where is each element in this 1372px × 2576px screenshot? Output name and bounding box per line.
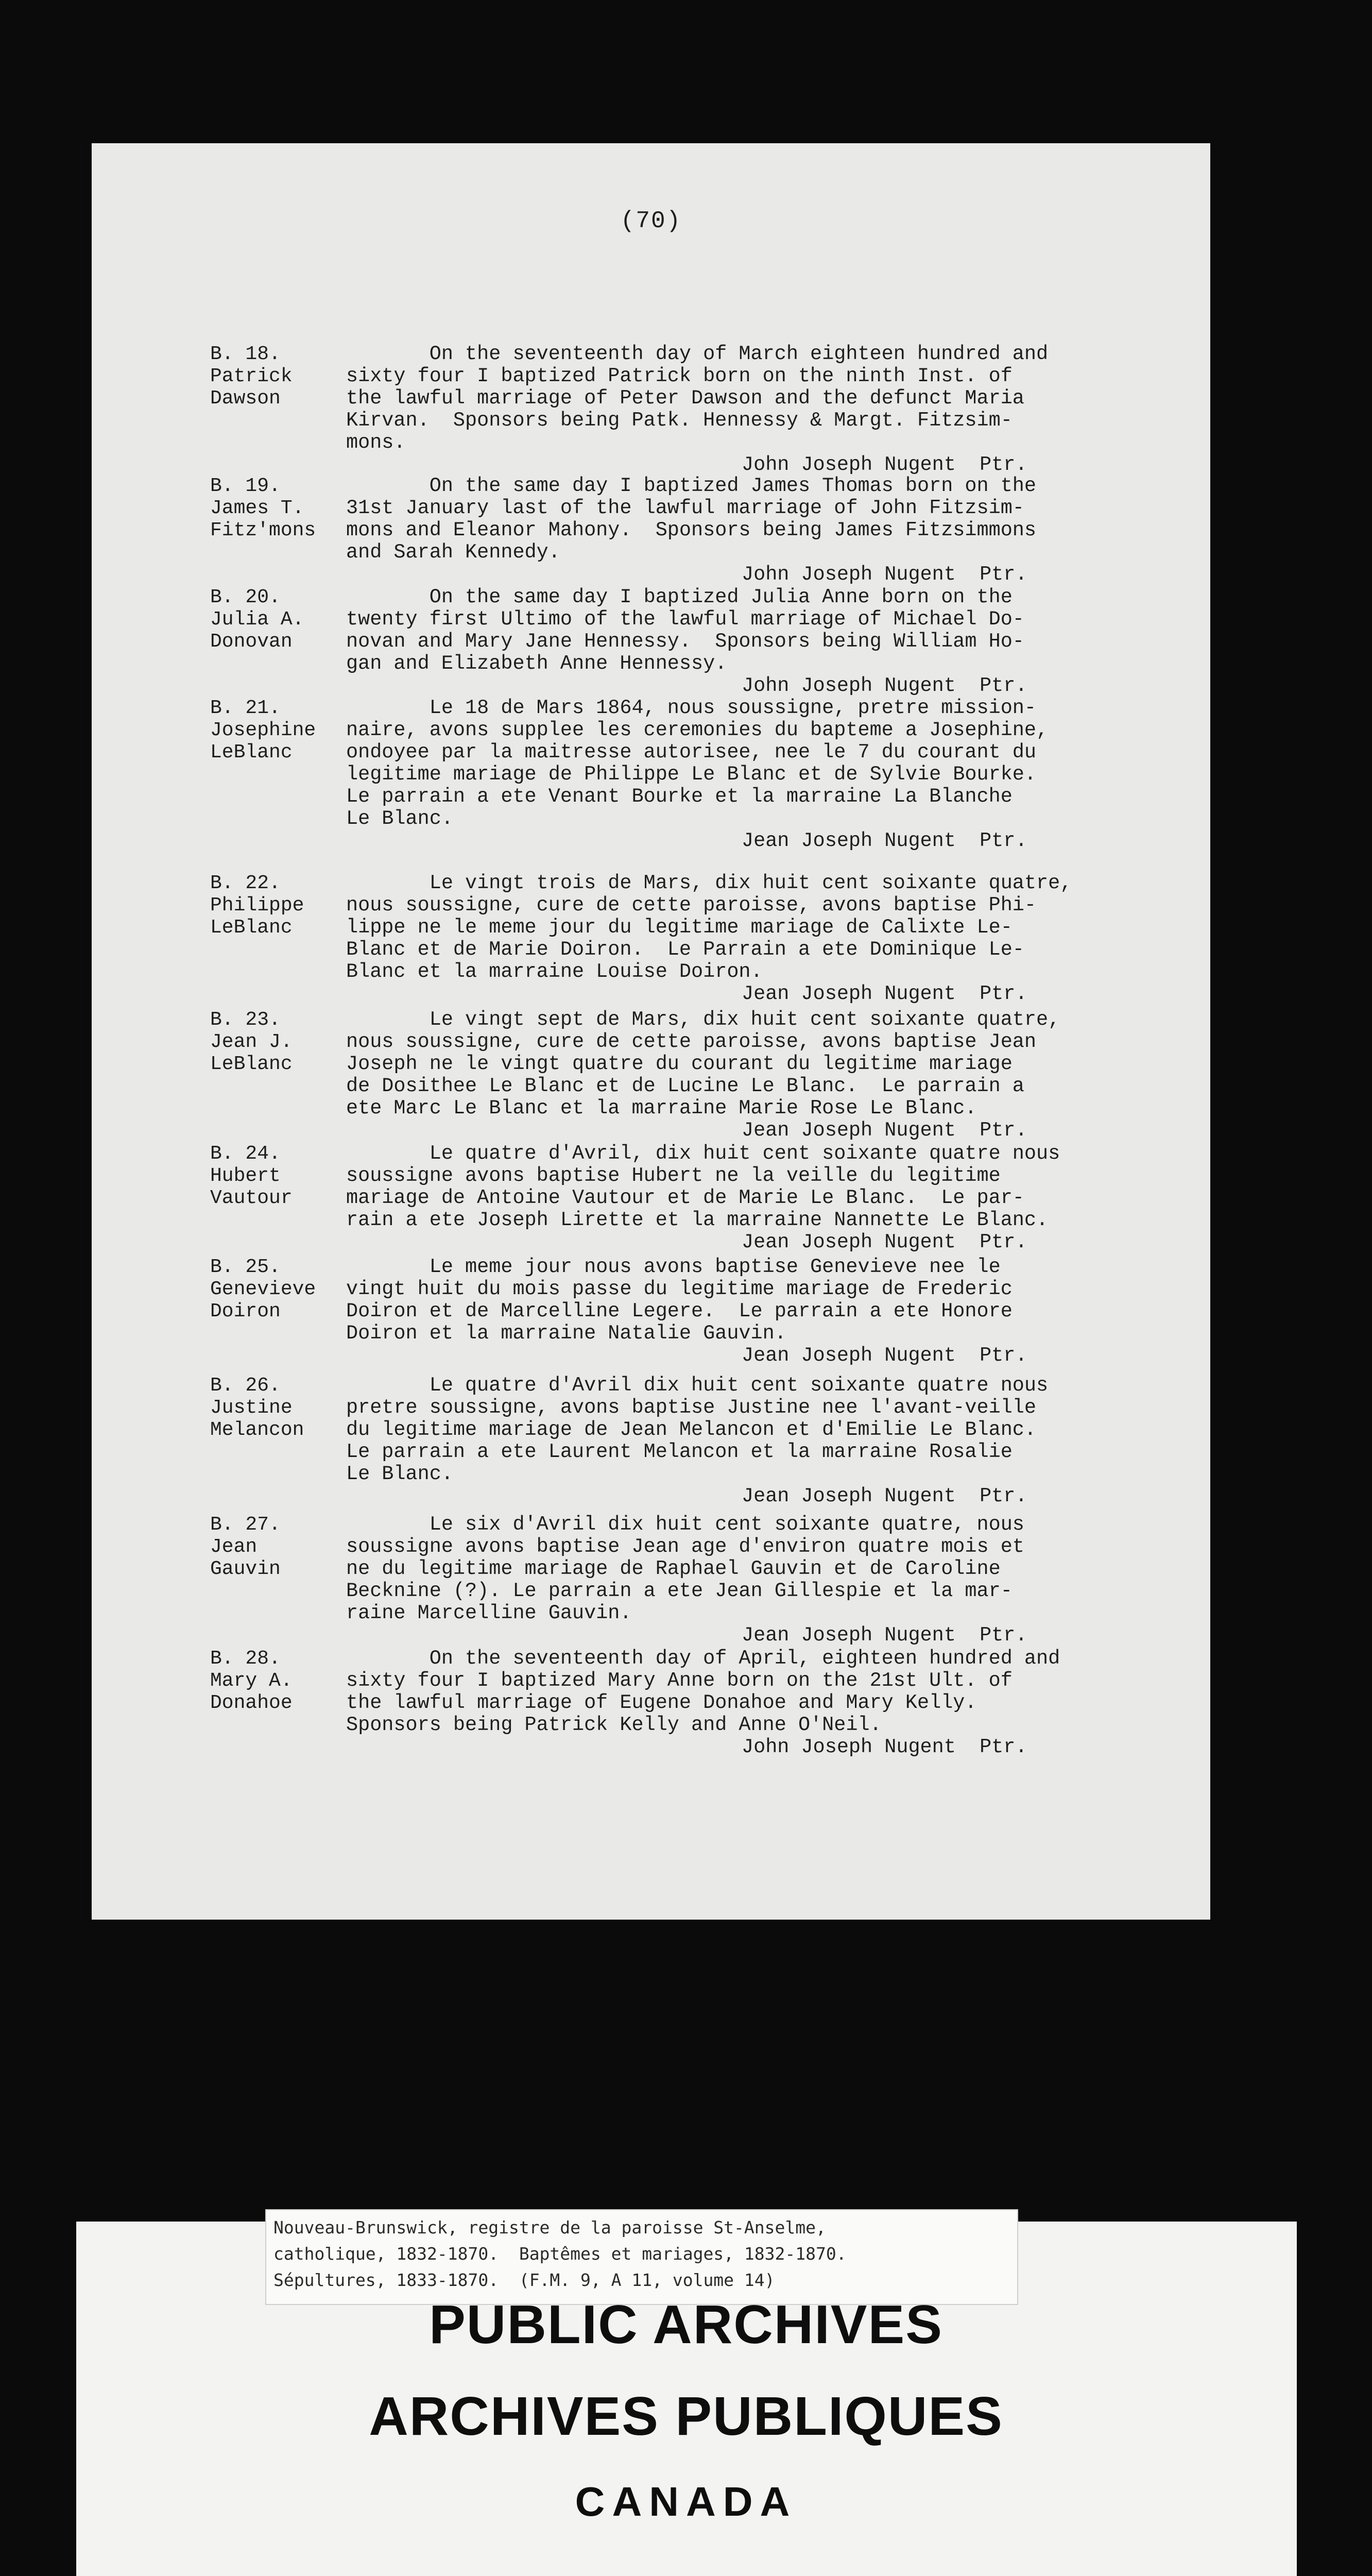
- entry-text: On the same day I baptized Julia Anne born on the twenty first Ultimo of the lawful marriage of Michael Do- novan and Mary Jane Hennessy. Sponsors being William Ho- gan and Elizabeth Anne Hennessy.: [346, 586, 1024, 675]
- entry-signature: Jean Joseph Nugent Ptr.: [742, 982, 1027, 1005]
- entry-signature: John Joseph Nugent Ptr.: [742, 1736, 1027, 1758]
- entry-text: Le meme jour nous avons baptise Genevieve nee le vingt huit du mois passe du legitime mariage de Frederic Doiron et de Marcelline Legere. Le parrain a ete Honore Doiron et la marraine Natalie Gauvin.: [346, 1256, 1013, 1345]
- entry-margin-label: B. 18. Patrick Dawson: [210, 343, 293, 410]
- entry-margin-label: B. 25. Genevieve Doiron: [210, 1256, 316, 1323]
- entry-signature: John Joseph Nugent Ptr.: [742, 674, 1027, 697]
- entry-text: Le vingt sept de Mars, dix huit cent soixante quatre, nous soussigne, cure de cette paroisse, avons baptise Jean Joseph ne le vingt quatre du courant du legitime mariage de Dosithee Le Blanc et de Lucine Le Blanc. Le parrain a ete Marc Le Blanc et la marraine Marie Rose Le Blanc.: [346, 1008, 1060, 1120]
- card-title-french: ARCHIVES PUBLIQUES: [369, 2386, 1003, 2447]
- entry-text: On the seventeenth day of March eighteen hundred and sixty four I baptized Patrick born on the ninth Inst. of the lawful marriage of Peter Dawson and the defunct Maria Kirvan. Sponsors being Patk. Hennessy & Margt. Fitzsim- mons.: [346, 343, 1049, 454]
- register-page: [92, 143, 1210, 1920]
- entry-signature: Jean Joseph Nugent Ptr.: [742, 1624, 1027, 1647]
- entry-signature: Jean Joseph Nugent Ptr.: [742, 829, 1027, 852]
- entry-text: On the seventeenth day of April, eighteen hundred and sixty four I baptized Mary Anne born on the 21st Ult. of the lawful marriage of Eugene Donahoe and Mary Kelly. Sponsors being Patrick Kelly and Anne O'Neil.: [346, 1647, 1060, 1736]
- entry-text: On the same day I baptized James Thomas born on the 31st January last of the lawful marriage of John Fitzsim- mons and Eleanor Mahony. Sponsors being James Fitzsimmons and Sarah Kennedy.: [346, 474, 1037, 564]
- entry-margin-label: B. 20. Julia A. Donovan: [210, 586, 304, 653]
- entry-margin-label: B. 24. Hubert Vautour: [210, 1143, 293, 1209]
- entry-text: Le vingt trois de Mars, dix huit cent soixante quatre, nous soussigne, cure de cette paroisse, avons baptise Phi- lippe ne le meme jour du legitime mariage de Calixte Le- Blanc et de Marie Doiron. Le Parrain a ete Dominique Le- Blanc et la marraine Louise Doiron.: [346, 872, 1072, 983]
- page-number: (70): [620, 208, 682, 234]
- entry-margin-label: B. 19. James T. Fitz'mons: [210, 475, 316, 541]
- card-reference-note: Nouveau-Brunswick, registre de la paroisse St-Anselme, catholique, 1832-1870. Baptêmes et mariages, 1832-1870. Sépultures, 1833-1870. (F.M. 9, A 11, volume 14): [265, 2209, 1018, 2305]
- entry-margin-label: B. 28. Mary A. Donahoe: [210, 1648, 293, 1714]
- entry-signature: John Joseph Nugent Ptr.: [742, 453, 1027, 476]
- entry-signature: Jean Joseph Nugent Ptr.: [742, 1119, 1027, 1142]
- card-country: CANADA: [575, 2479, 797, 2524]
- entry-signature: Jean Joseph Nugent Ptr.: [742, 1231, 1027, 1253]
- entry-signature: John Joseph Nugent Ptr.: [742, 563, 1027, 586]
- entry-margin-label: B. 26. Justine Melancon: [210, 1375, 304, 1441]
- entry-margin-label: B. 21. Josephine LeBlanc: [210, 697, 316, 764]
- card-title-english: PUBLIC ARCHIVES: [429, 2294, 943, 2355]
- entry-signature: Jean Joseph Nugent Ptr.: [742, 1344, 1027, 1367]
- entry-text: Le 18 de Mars 1864, nous soussigne, pretre mission- naire, avons supplee les ceremonies du bapteme a Josephine, ondoyee par la maitresse autorisee, nee le 7 du courant du legitime mariage de Philippe Le Blanc et de Sylvie Bourke. Le parrain a ete Venant Bourke et la marraine La Blanche Le Blanc.: [346, 697, 1049, 830]
- entry-text: Le quatre d'Avril, dix huit cent soixante quatre nous soussigne avons baptise Hubert ne la veille du legitime mariage de Antoine Vautour et de Marie Le Blanc. Le par- rain a ete Joseph Lirette et la marraine Nannette Le Blanc.: [346, 1142, 1060, 1231]
- entry-text: Le six d'Avril dix huit cent soixante quatre, nous soussigne avons baptise Jean age d'environ quatre mois et ne du legitime mariage de Raphael Gauvin et de Caroline Becknine (?). Le parrain a ete Jean Gillespie et la mar- raine Marcelline Gauvin.: [346, 1513, 1024, 1624]
- entry-margin-label: B. 22. Philippe LeBlanc: [210, 872, 304, 939]
- entry-margin-label: B. 27. Jean Gauvin: [210, 1514, 281, 1580]
- entry-margin-label: B. 23. Jean J. LeBlanc: [210, 1009, 293, 1075]
- entry-signature: Jean Joseph Nugent Ptr.: [742, 1485, 1027, 1507]
- entry-text: Le quatre d'Avril dix huit cent soixante quatre nous pretre soussigne, avons baptise Justine nee l'avant-veille du legitime mariage de Jean Melancon et d'Emilie Le Blanc. Le parrain a ete Laurent Melancon et la marraine Rosalie Le Blanc.: [346, 1374, 1049, 1485]
